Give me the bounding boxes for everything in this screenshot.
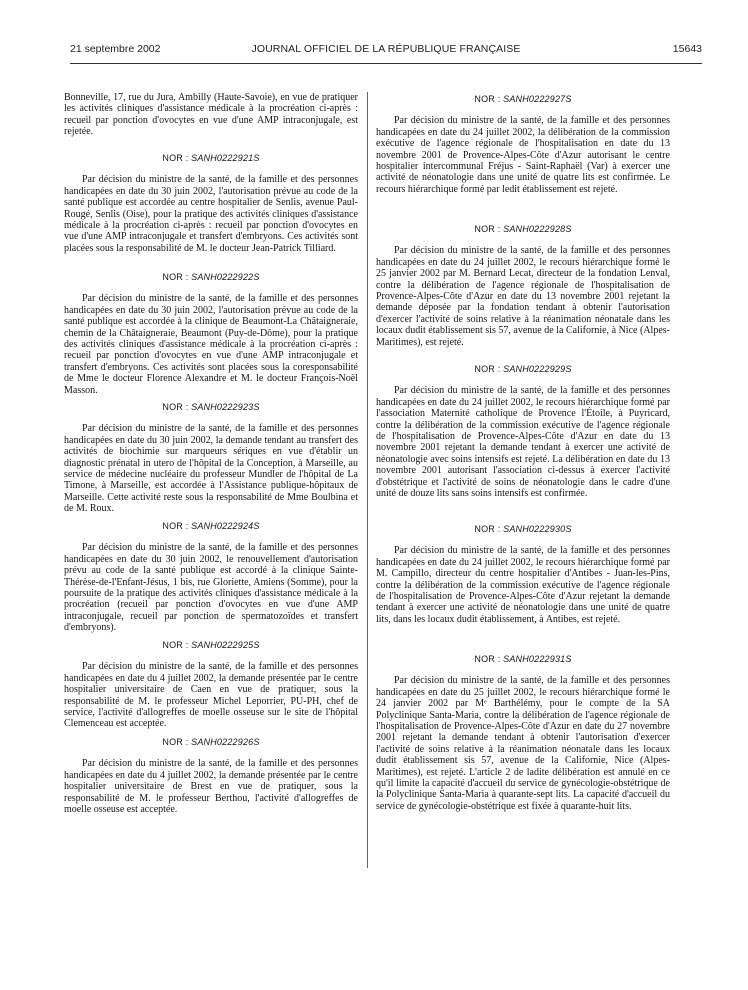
decision-text: Par décision du ministre de la santé, de la famille et des personnes handicapées en date du 30 juin 2002, l'autorisation prévue au code de la santé publique est accordée à la clinique de Beaumont-La Châtaigneraie, chemin de la Châtaigneraie, Beaumont (Puy-de-Dôme), pour la pratique des activités cliniques d'assistance médicale à la procréation ci-après : recueil par ponction d'ovocytes en vue d'une AMP intraconjugale et transfert d'embryons. Ces activités sont placées sous la coresponsabilité de Mme le docteur Florence Alexandre et M. le docteur François-Noël Masson. xyxy=(64,293,358,396)
entry-sanh0222928s xyxy=(376,224,670,348)
nor-code: SANH0222922S xyxy=(191,272,260,282)
header-date: 21 septembre 2002 xyxy=(70,43,161,55)
entry-sanh0222927s xyxy=(376,94,670,195)
entry-sanh0222921s xyxy=(64,153,358,254)
nor-code: SANH0222931S xyxy=(503,654,572,664)
nor-label: NOR : xyxy=(162,272,189,282)
nor-label: NOR : xyxy=(474,94,501,104)
nor-code: SANH0222929S xyxy=(503,364,572,374)
nor-reference xyxy=(64,153,358,164)
entry-sanh0222925s xyxy=(64,640,358,730)
page-number: 15643 xyxy=(672,43,702,55)
decision-text: Par décision du ministre de la santé, de la famille et des personnes handicapées en date du 4 juillet 2002, la demande présentée par le centre hospitalier universitaire de Brest en vue de pratiquer, sous la responsabilité de M. le professeur Berthou, l'activité d'allogreffes de moelle osseuse est acceptée. xyxy=(64,758,358,816)
decision-text: Par décision du ministre de la santé, de la famille et des personnes handicapées en date du 30 juin 2002, la demande tendant au transfert des activités de biochimie sur marqueurs sériques en vue d'établir un diagnostic prénatal in utero de l'hôpital de la Conception, à Marseille, au service de médecine nucléaire du professeur Mundler de l'hôpital de La Timone, à Marseille, est accordée à l'Assistance publique-hôpitaux de Marseille. Cette activité reste sous la responsabilité de Mme Boulbina et de M. Roux. xyxy=(64,423,358,515)
nor-code: SANH0222925S xyxy=(191,640,260,650)
entry-sanh0222926s xyxy=(64,737,358,815)
nor-label: NOR : xyxy=(474,364,501,374)
journal-title: JOURNAL OFFICIEL DE LA RÉPUBLIQUE FRANÇAISE xyxy=(251,43,521,55)
nor-reference xyxy=(64,640,358,651)
nor-label: NOR : xyxy=(474,654,501,664)
nor-code: SANH0222927S xyxy=(503,94,572,104)
decision-text: Par décision du ministre de la santé, de la famille et des personnes handicapées en date du 24 juillet 2002, le recours hiérarchique formé par l'association Maternité catholique de Provence l'Étoile, à Puyricard, contre la délibération de la commission exécutive de l'agence régionale de l'hospitalisation de Provence-Alpes-Côte d'Azur en date du 13 novembre 2001 rejetant la demande tendant à exercer une activité de néonatologie avec soins intensifs est rejeté. La délibération en date du 13 novembre 2001 autorisant l'association ci-dessus à exercer l'activité d'obstétrique et l'activité de soins de néonatologie dans le cadre d'une unité de douze lits sans soins intensifs est confirmée. xyxy=(376,385,670,500)
page-header xyxy=(70,43,702,59)
nor-label: NOR : xyxy=(162,640,189,650)
decision-text: Par décision du ministre de la santé, de la famille et des personnes handicapées en date du 30 juin 2002, le renouvellement d'autorisation prévu au code de la santé publique est accordé à la clinique Sainte-Thérèse-de-l'Enfant-Jésus, 1 bis, rue Gloriette, Amiens (Somme), pour la poursuite de la pratique des activités cliniques d'assistance médicale à la procréation (recueil par ponction d'ovocytes en vue d'une AMP intraconjugale, recueil par ponction de spermatozoïdes et transfert d'embryons). xyxy=(64,542,358,634)
entry-sanh0222923s xyxy=(64,402,358,515)
entry-sanh0222922s xyxy=(64,272,358,396)
entry-sanh0222929s xyxy=(376,364,670,499)
nor-reference xyxy=(376,524,670,535)
decision-text: Par décision du ministre de la santé, de la famille et des personnes handicapées en date du 30 juin 2002, l'autorisation prévue au code de la santé publique est accordée au centre hospitalier de Senlis, avenue Paul-Rougé, Senlis (Oise), pour la pratique des activités cliniques d'assistance médicale à la procréation ci-après : recueil par ponction d'ovocytes en vue d'une AMP intraconjugale et transfert d'embryons. Ces activités sont placées sous la responsabilité de M. le docteur Jean-Patrick Tilliard. xyxy=(64,174,358,254)
intro-paragraph xyxy=(64,92,358,138)
nor-code: SANH0222926S xyxy=(191,737,260,747)
nor-code: SANH0222924S xyxy=(191,521,260,531)
entry-sanh0222930s xyxy=(376,524,670,625)
nor-reference xyxy=(376,94,670,105)
intro-text: Bonneville, 17, rue du Jura, Ambilly (Haute-Savoie), en vue de pratiquer les activités cliniques d'assistance médicale à la procréation ci-après : recueil par ponction d'ovocytes en vue d'une AMP intraconjugale, est rejetée. xyxy=(64,92,358,138)
nor-code: SANH0222930S xyxy=(503,524,572,534)
entry-sanh0222931s xyxy=(376,654,670,812)
nor-label: NOR : xyxy=(162,402,189,412)
nor-label: NOR : xyxy=(474,224,501,234)
nor-reference xyxy=(64,521,358,532)
header-rule xyxy=(70,63,702,64)
decision-text: Par décision du ministre de la santé, de la famille et des personnes handicapées en date du 4 juillet 2002, la demande présentée par le centre hospitalier universitaire de Caen en vue de pratiquer, sous la responsabilité de M. le professeur Michel Leporrier, PU-PH, chef de service, l'activité d'allogreffes de moelle osseuse sur le site de l'hôpital Clemenceau est acceptée. xyxy=(64,661,358,730)
nor-reference xyxy=(376,364,670,375)
nor-reference xyxy=(376,224,670,235)
nor-reference xyxy=(64,402,358,413)
nor-reference xyxy=(64,272,358,283)
nor-reference xyxy=(376,654,670,665)
nor-label: NOR : xyxy=(162,521,189,531)
column-divider xyxy=(367,92,368,868)
nor-label: NOR : xyxy=(162,737,189,747)
nor-code: SANH0222923S xyxy=(191,402,260,412)
decision-text: Par décision du ministre de la santé, de la famille et des personnes handicapées en date du 24 juillet 2002, le recours hiérarchique formé par M. Campillo, directeur du centre hospitalier d'Antibes - Juan-les-Pins, contre la délibération de la commission exécutive de l'agence régionale de l'hospitalisation de Provence-Alpes-Côte d'Azur rejetant la demande tendant à exercer une activité de néonatologie dans une unité de quatre lits, dans les locaux dudit établissement, à Antibes, est rejeté. xyxy=(376,545,670,625)
nor-label: NOR : xyxy=(474,524,501,534)
nor-code: SANH0222921S xyxy=(191,153,260,163)
decision-text: Par décision du ministre de la santé, de la famille et des personnes handicapées en date du 24 juillet 2002, le recours hiérarchique formé le 25 janvier 2002 par M. Bernard Lecat, directeur de la fondation Lenval, contre la délibération de l'agence régionale de l'hospitalisation de Provence-Alpes-Côte d'Azur en date du 13 novembre 2001 rejetant la demande déposée par la fondation tendant à obtenir l'autorisation d'exercer l'activité de soins relative à la réanimation néonatale dans les locaux dudit établissement sis 57, avenue de la Californie, à Nice (Alpes-Maritimes), est rejeté. xyxy=(376,245,670,348)
nor-code: SANH0222928S xyxy=(503,224,572,234)
decision-text: Par décision du ministre de la santé, de la famille et des personnes handicapées en date du 24 juillet 2002, la délibération de la commission exécutive de l'agence régionale de l'hospitalisation en date du 13 novembre 2001 de Provence-Alpes-Côte d'Azur autorisant le centre hospitalier intercommunal Fréjus - Saint-Raphaël (Var) à exercer une activité de néonatologie dans une unité de quatre lits est confirmée. Le recours hiérarchique formé par ledit établissement est rejeté. xyxy=(376,115,670,195)
decision-text: Par décision du ministre de la santé, de la famille et des personnes handicapées en date du 25 juillet 2002, le recours hiérarchique formé le 24 janvier 2002 par Mᵉ Barthélémy, pour le compte de la SA Polyclinique Santa-Maria, contre la délibération de l'agence régionale de l'hospitalisation de Provence-Alpes-Côte d'Azur en date du 27 novembre 2001 rejetant la demande tendant à obtenir l'autorisation d'exercer l'activité de soins relative à la réanimation néonatale dans les locaux dudit établissement sis 57, avenue de la Californie, Nice (Alpes-Maritimes), est rejeté. L'article 2 de ladite délibération est annulé en ce qu'il limite la capacité d'accueil du service de gynécologie-obstétrique de la Polyclinique Santa-Maria à quarante-sept lits. La capacité d'accueil du service de gynécologie-obstétrique est fixée à quarante-huit lits. xyxy=(376,675,670,812)
nor-label: NOR : xyxy=(162,153,189,163)
nor-reference xyxy=(64,737,358,748)
entry-sanh0222924s xyxy=(64,521,358,634)
